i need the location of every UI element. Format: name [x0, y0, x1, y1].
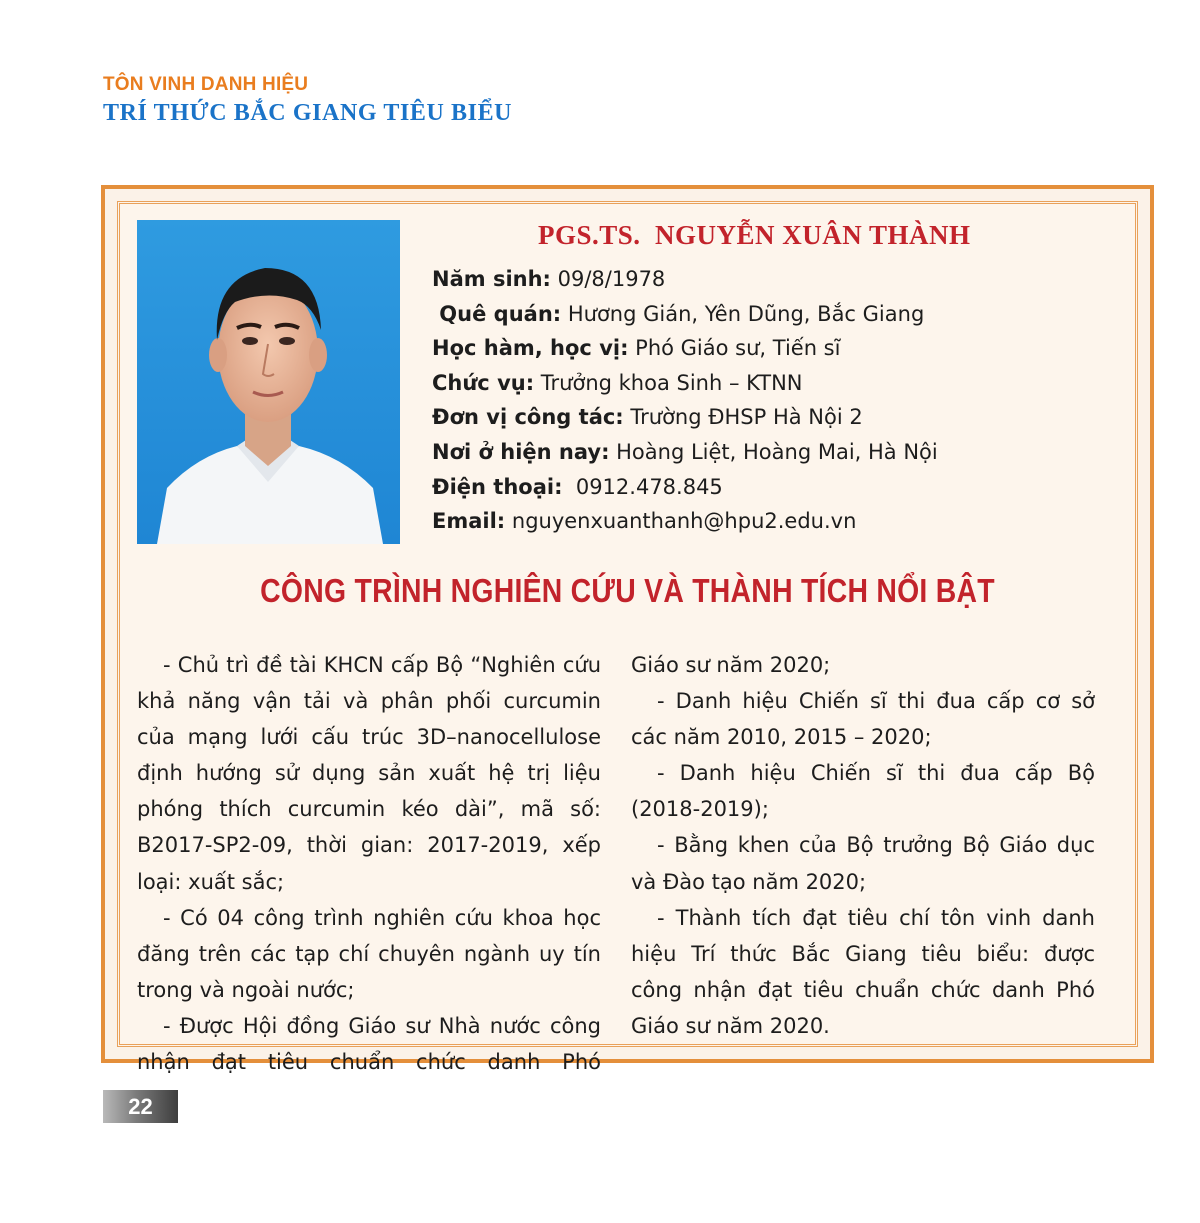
workplace-value: Trường ĐHSP Hà Nội 2 — [623, 405, 863, 430]
paragraph: - Bằng khen của Bộ trưởng Bộ Giáo dục và Đào tạo năm 2020; — [631, 833, 1095, 894]
paragraph: - Thành tích đạt tiêu chí tôn vinh danh hiệu Trí thức Bắc Giang tiêu biểu: được công nhận đạt tiêu chuẩn chức danh Phó Giáo sư năm 2020. — [631, 905, 1095, 1038]
degree-label: Học hàm, học vị: — [432, 336, 629, 361]
person-name: PGS.TS. NGUYỄN XUÂN THÀNH — [538, 220, 971, 250]
paragraph: - Có 04 công trình nghiên cứu khoa học đăng trên các tạp chí chuyên ngành uy tín trong và ngoài nước; — [137, 905, 601, 1002]
paragraph: - Danh hiệu Chiến sĩ thi đua cấp cơ sở các năm 2010, 2015 – 2020; — [631, 689, 1095, 750]
paragraph: - Chủ trì đề tài KHCN cấp Bộ “Nghiên cứu khả năng vận tải và phân phối curcumin của mạng lưới cấu trúc 3D–nanocellulose định hướng sử dụng sản xuất hệ trị liệu phóng thích curcumin kéo dài”, mã số: B2017-SP2-09, thời gian: 2017-2019, xếp loại: xuất sắc; — [137, 653, 601, 894]
degree-value: Phó Giáo sư, Tiến sĩ — [628, 336, 841, 361]
page-number: 22 — [103, 1090, 178, 1123]
paragraph: - Danh hiệu Chiến sĩ thi đua cấp Bộ (2018-2019); — [631, 761, 1095, 822]
residence-label: Nơi ở hiện nay: — [432, 439, 610, 464]
hometown-value: Hương Gián, Yên Dũng, Bắc Giang — [561, 301, 925, 326]
birth-value: 09/8/1978 — [550, 267, 666, 291]
hometown-label: Quê quán: — [432, 301, 562, 326]
email-value: nguyenxuanthanh@hpu2.edu.vn — [505, 509, 857, 534]
info-row-phone — [432, 470, 938, 505]
workplace-label: Đơn vị công tác: — [432, 405, 624, 430]
info-row-email — [432, 504, 938, 539]
position-label: Chức vụ: — [432, 370, 535, 395]
section-title: CÔNG TRÌNH NGHIÊN CỨU VÀ THÀNH TÍCH NỔI BẬT — [260, 572, 995, 609]
position-value: Trưởng khoa Sinh – KTNN — [534, 370, 803, 395]
phone-value: 0912.478.845 — [562, 474, 723, 499]
birth-label: Năm sinh: — [432, 267, 551, 291]
info-row-position — [432, 366, 938, 401]
header-title-line1: TÔN VINH DANH HIỆU — [103, 74, 309, 95]
info-row-workplace — [432, 400, 938, 435]
paragraph: - Được Hội đồng Giáo sư Nhà nước công nhận đạt tiêu chuẩn chức danh Phó — [137, 1013, 601, 1075]
residence-value: Hoàng Liệt, Hoàng Mai, Hà Nội — [609, 439, 938, 464]
phone-label: Điện thoại: — [432, 474, 563, 499]
email-label: Email: — [432, 509, 506, 534]
info-row-birth — [432, 262, 938, 297]
info-row-hometown — [432, 297, 938, 332]
info-row-residence — [432, 435, 938, 470]
profile-info — [432, 262, 938, 539]
achievements-right-column — [631, 647, 1095, 1044]
header-title-line2: TRÍ THỨC BẮC GIANG TIÊU BIỂU — [103, 100, 513, 126]
info-row-degree — [432, 331, 938, 366]
paragraph: Giáo sư năm 2020; — [631, 653, 831, 677]
portrait-photo — [137, 220, 400, 544]
achievements-left-column — [137, 647, 601, 1080]
